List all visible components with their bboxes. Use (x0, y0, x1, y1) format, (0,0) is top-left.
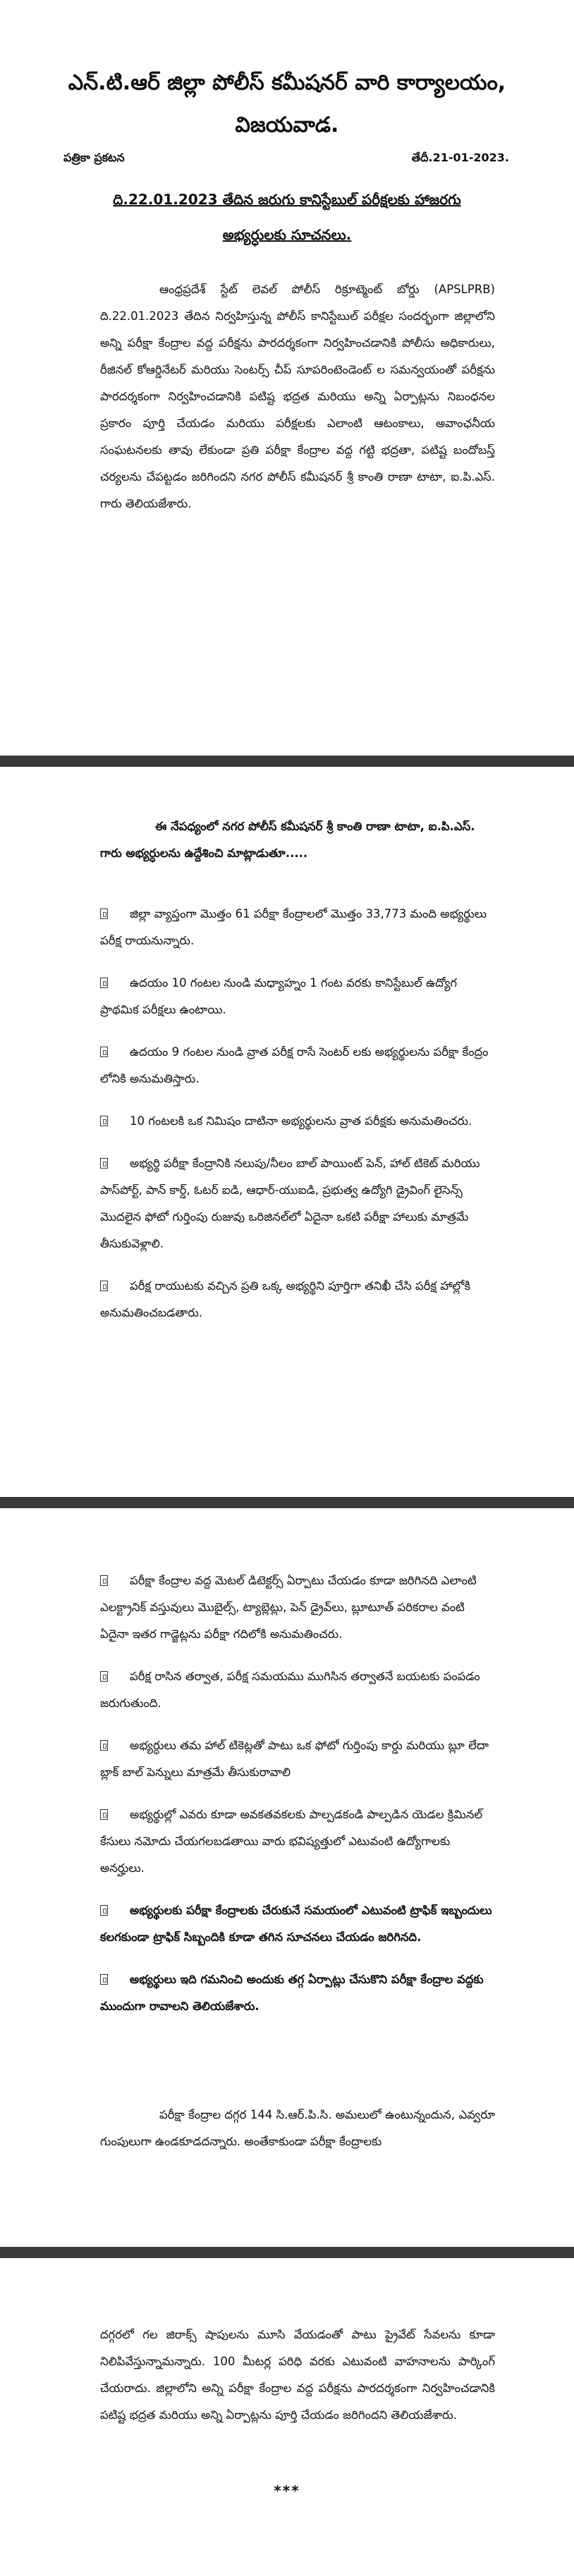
bullet-icon (100, 978, 108, 988)
press-release-label: పత్రికా ప్రకటన (63, 151, 125, 164)
bullet-icon (100, 1740, 108, 1751)
page-divider (0, 1497, 574, 1508)
paragraph-closing (100, 2322, 495, 2429)
bullet-icon (100, 1047, 108, 1057)
end-marker: *** (274, 2482, 300, 2499)
bullet-icon (100, 908, 108, 919)
paragraph-main-text: ఆంధ్రప్రదేశ్ స్టేట్ లెవల్ పోలీస్ రిక్రూట్మెంట్ బోర్డు (APSLPRB) ది.22.01.2023 తేదిన నిర్వహిస్తున్న పోలీస్ కానిస్టేబుల్ పరీక్షల సందర్భంగా జిల్లాలోని అన్ని పరీక్షా కేంద్రాల వద్ద పరీక్షను పారదర్శకంగా నిర్వహించడానికి పోలీసు అధికారులు, రీజినల్ కోఆర్డినేటర్ మరియు సెంటర్స్ చీప్ సూపరింటెండెంట్ ల సమన్వయంతో పరీక్షను పారదర్శకంగా నిర్వహించడానికి పటిష్ట భద్రత మరియు అన్ని ఏర్పాట్లను నిబంధనల ప్రకారం పూర్తి చేయడం మరియు పరీక్షలకు ఎలాంటి ఆటంకాలు, అవాంఛనీయ సంఘటనలకు తావు లేకుండా ప్రతి పరీక్షా కేంద్రాల వద్ద గట్టి భద్రతా, పటిష్ట బందోబస్త్ చర్యలను చేపట్టడం జరిగిందని నగర పోలీస్ కమీషనర్ శ్రీ కాంతి రాణా టాటా, ఐ.పి.ఎస్. గారు తెలియజేశారు. (100, 283, 495, 510)
list-item: ఉదయం 9 గంటల నుండి వ్రాత పరీక్ష రాసే సెంటర్ లకు అభ్యర్థులను పరీక్షా కేంద్రం లోనికి అనుమతిస్తారు. (100, 1045, 489, 1085)
bullet-icon (100, 1116, 108, 1126)
office-header (42, 62, 532, 147)
page-divider (0, 756, 574, 767)
paragraph-section-144 (100, 2102, 495, 2155)
page-3 (0, 1508, 574, 2247)
list-item: పరీక్ష రాయుటకు వచ్చిన ప్రతి ఒక్క అభ్యర్థిని పూర్తిగా తనిఖీ చేసి పరీక్ష హాల్లోకి అనుమతించబడతారు. (100, 1279, 471, 1319)
instructions-list (100, 901, 495, 1342)
paragraph-main (100, 276, 495, 517)
list-item: 10 గంటలకి ఒక నిమిషం దాటినా అభ్యర్థులను వ్రాత పరీక్షకు అనుమతించరు. (100, 1108, 495, 1135)
list-item: జిల్లా వ్యాప్తంగా మొత్తం 61 పరీక్షా కేంద్రాలలో మొత్తం 33,773 మంది అభ్యర్థులు పరీక్ష రాయనున్నారు. (100, 907, 487, 947)
page-4 (0, 2258, 574, 2576)
instructions-list-continued (100, 1567, 495, 2035)
subject-line1: ది.22.01.2023 తేదిన జరుగు కానిస్టేబుల్ పరీక్షలకు హాజరగు (113, 191, 461, 208)
bullet-icon (100, 1575, 108, 1586)
list-item: అభ్యర్ధులు తమ హాల్ టికెట్లతో పాటు ఒక ఫోటో గుర్తింపు కార్డు మరియు బ్లూ లేదా బ్లాక్ బాల్ పెన్నులు మాత్రమే తీసుకురావాలి (100, 1739, 489, 1779)
list-item: పరీక్షా కేంద్రాల వద్ద మెటల్ డిటెక్టర్స్ ఏర్పాటు చేయడం కూడా జరిగినది ఎలాంటి ఎలక్ట్రానిక్ వస్తువులు మొబైల్స్, ట్యాబ్లెట్లు, పెన్ డ్రైవ్‌లు, బ్లూటూత్ పరికరాల వంటి ఏదైనా ఇతర గాడ్జెట్లను పరీక్షా గదిలోకి అనుమతించరు. (100, 1574, 477, 1641)
list-item: అభ్యర్థులు ఇది గమనించి అందుకు తగ్గ ఏర్పాట్లు చేసుకొని పరీక్షా కేంద్రాల వద్దకు ముందుగా రావాలని తెలియజేశారు. (100, 1973, 484, 2013)
commissioner-remarks-intro (100, 813, 495, 867)
list-item: పరీక్ష రాసిన తర్వాత, పరీక్ష సమయము ముగిసిన తర్వాతనే బయటకు పంపడం జరుగుతుంది. (100, 1670, 480, 1710)
page-2 (0, 767, 574, 1497)
page-divider (0, 2247, 574, 2258)
intro-text: ఈ నేపధ్యంలో నగర పోలీస్ కమీషనర్ శ్రీ కాంతి రాణా టాటా, ఐ.పి.ఎస్. గారు అభ్యర్ధులను ఉద్దేశించి మాట్లాడుతూ..... (100, 820, 475, 860)
header-title-line2: విజయవాడ. (235, 113, 339, 137)
bullet-icon (100, 1809, 108, 1820)
bullet-icon (100, 1158, 108, 1169)
paragraph-section-144-text: పరీక్షా కేంద్రాల దగ్గర 144 సి.ఆర్.పి.సి. అమలులో ఉంటున్నందున, ఎవ్వరూ గుంపులుగా ఉండకూడదన్నారు. అంతేకాకుండా పరీక్షా కేంద్రాలకు (100, 2108, 495, 2148)
subject-line2: అభ్యర్ధులకు సూచనలు. (222, 226, 352, 243)
header-title-line1: ఎన్.టి.ఆర్ జిల్లా పోలీస్ కమీషనర్ వారి కార్యాలయం, (68, 70, 506, 95)
press-release-date: తేదీ.21-01-2023. (411, 151, 509, 164)
bullet-icon (100, 1974, 108, 1985)
bullet-icon (100, 1905, 108, 1916)
list-item: అభ్యర్థుల్లో ఎవరు కూడా అవకతవకలకు పాల్పడకండి పాల్పడిన యెడల క్రిమినల్ కేసులు నమోదు చేయగలబడతాయి వారు భవిష్యత్తులో ఎటువంటి ఉద్యోగాలకు అనర్హులు. (100, 1808, 483, 1875)
bullet-icon (100, 1671, 108, 1682)
subject-heading (71, 182, 503, 252)
page-1 (0, 0, 574, 756)
list-item: అభ్యర్థి పరీక్షా కేంద్రానికి నలుపు/నీలం బాల్ పాయింట్ పెన్, హాల్ టికెట్ మరియు పాస్‌పోర్ట్, పాన్ కార్డ్, ఓటర్ ఐడి, ఆధార్-యుఐడి, ప్రభుత్వ ఉద్యోగి డ్రైవింగ్ లైసెన్స్ మొదలైన ఫోటో గుర్తింపు రుజువు ఒరిజినల్‌లో ఏదైనా ఒకటి పరీక్షా హాలుకు మాత్రమే తీసుకువెళ్లాలి. (100, 1157, 480, 1250)
paragraph-closing-text: దగ్గరలో గల జిరాక్స్ షాపులను మూసి వేయడంతో పాటు ప్రైవేట్ సేవలను కూడా నిలిపివేస్తున్నామన్నారు. 100 మీటర్ల పరిధి వరకు ఎటువంటి వాహనాలను పార్కింగ్ చేయరాదు. జిల్లాలోని అన్ని పరీక్షా కేంద్రాల వద్ద పరీక్షను పారదర్శకంగా నిర్వహించడానికి పటిష్ట భద్రత మరియు అన్ని ఏర్పాట్లను పూర్తి చేయడం జరిగిందని తెలియజేశారు. (100, 2328, 495, 2422)
bullet-icon (100, 1281, 108, 1291)
list-item: అభ్యర్థులకు పరీక్షా కేంద్రాలకు చేరుకునే సమయంలో ఎటువంటి ట్రాఫిక్ ఇబ్బందులు కలగకుండా ట్రాఫిక్ సిబ్బందికి కూడా తగిన సూచనలు చేయడం జరిగినది. (100, 1904, 492, 1944)
list-item: ఉదయం 10 గంటల నుండి మధ్యాహ్నం 1 గంట వరకు కానిస్టేబుల్ ఉద్యోగ ప్రాథమిక పరీక్షలు ఉంటాయి. (100, 976, 458, 1016)
